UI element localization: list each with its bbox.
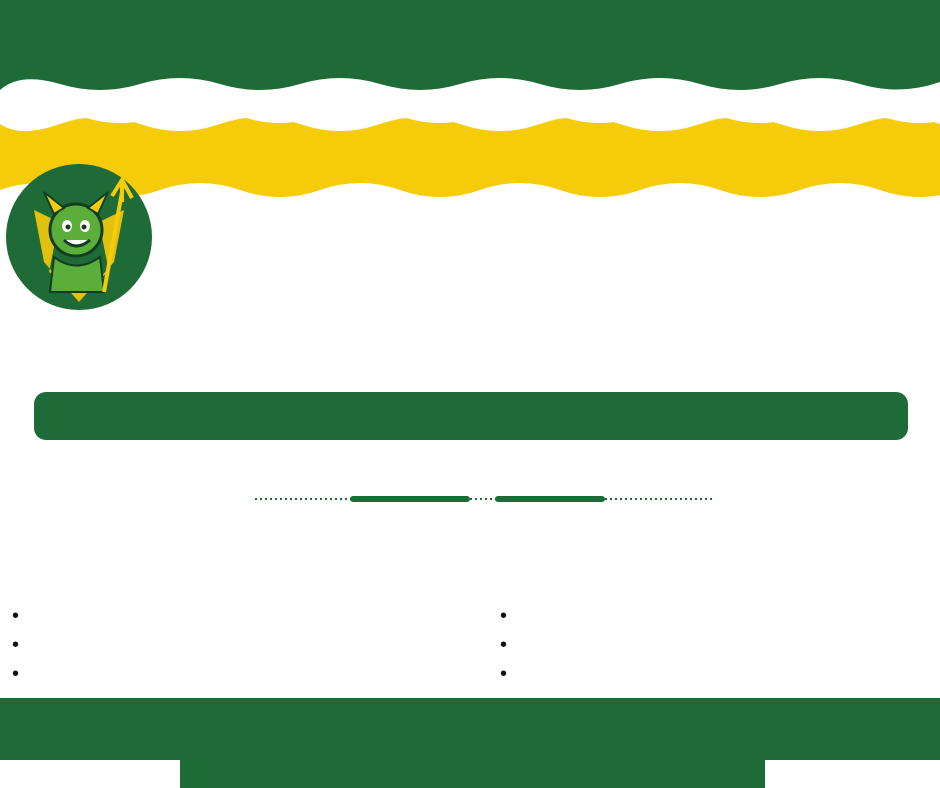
bullet-icon: •	[500, 605, 508, 627]
bullet-icon: •	[500, 663, 508, 685]
student-info-list	[500, 605, 526, 692]
devil-mascot-icon	[4, 162, 154, 312]
bullet-icon: •	[12, 605, 20, 627]
list-item	[12, 605, 38, 634]
bullet-icon: •	[12, 663, 20, 685]
bullet-icon: •	[12, 634, 20, 656]
dotted-divider	[0, 484, 940, 514]
list-item	[500, 634, 526, 663]
bullet-icon: •	[500, 634, 508, 656]
list-item	[12, 663, 38, 692]
registration-link[interactable]	[34, 392, 908, 440]
list-item	[12, 634, 38, 663]
parent-info-list	[12, 605, 38, 692]
footer-banner	[0, 698, 940, 788]
list-item	[500, 605, 526, 634]
school-logo	[786, 215, 898, 305]
list-item	[500, 663, 526, 692]
